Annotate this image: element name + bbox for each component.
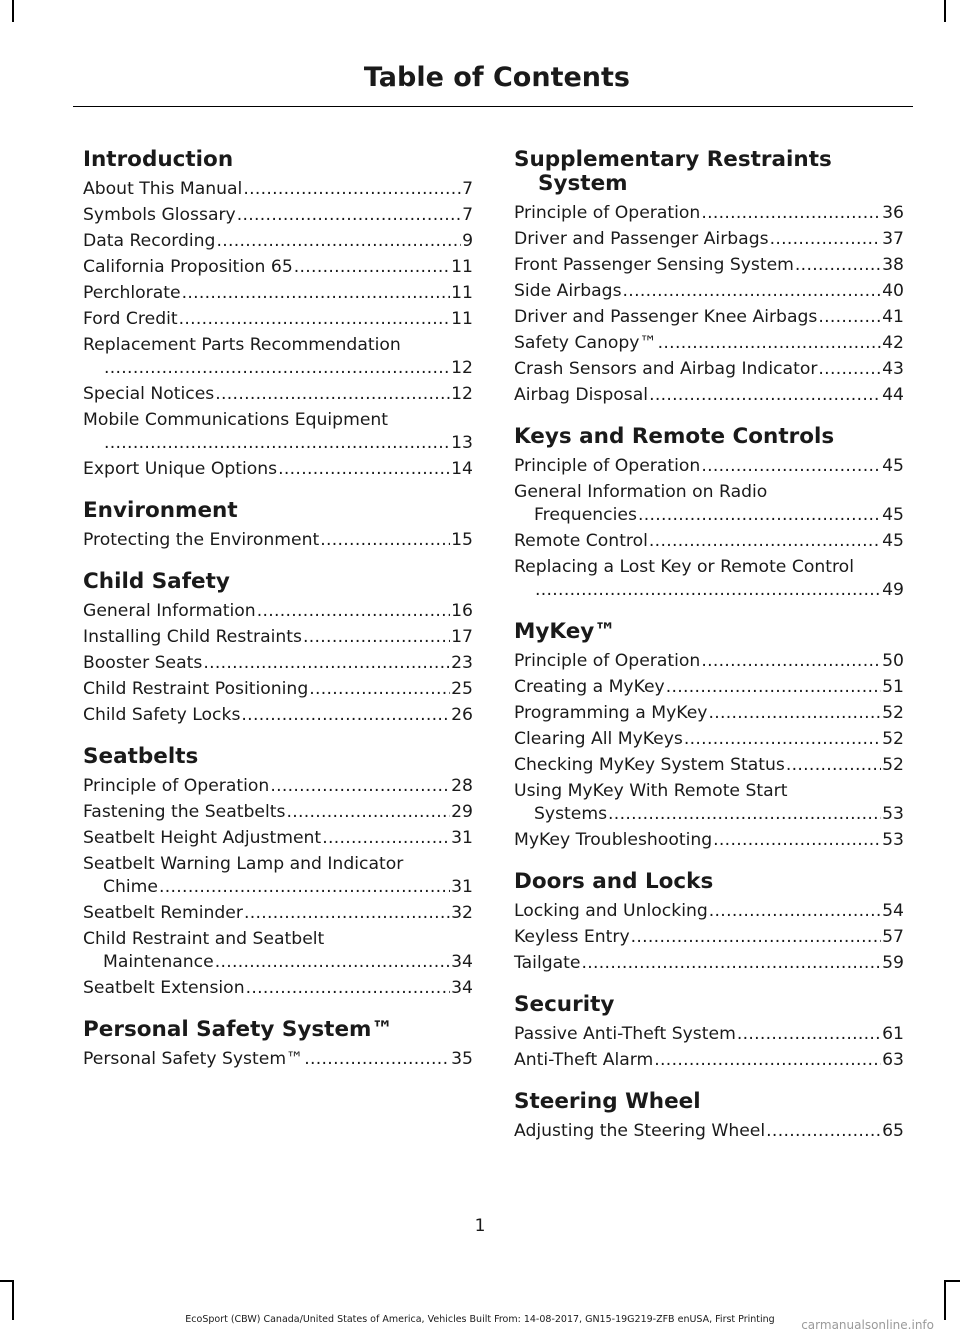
dot-leader [257, 600, 450, 623]
entry-label: Protecting the Environment [83, 530, 320, 550]
entry-page: 57 [882, 927, 904, 947]
dot-leader [535, 579, 881, 602]
dot-leader [237, 204, 461, 227]
dot-leader [786, 754, 881, 777]
dot-leader [244, 902, 450, 925]
entry-page: 54 [882, 901, 904, 921]
toc-entry[interactable] [514, 676, 904, 699]
dot-leader [303, 626, 450, 649]
entry-label-cont: Systems [534, 804, 608, 824]
entry-page: 7 [462, 205, 473, 225]
dot-leader [179, 308, 451, 331]
section-heading: Security [514, 992, 615, 1017]
section-heading: Steering Wheel [514, 1089, 701, 1114]
entry-page: 11 [451, 283, 473, 303]
toc-section [514, 148, 904, 407]
toc-entry[interactable] [83, 334, 473, 380]
entry-label: Principle of Operation [83, 776, 270, 796]
entry-page: 53 [882, 804, 904, 824]
toc-entry[interactable] [514, 952, 904, 975]
section-heading: Introduction [83, 147, 234, 172]
entry-label: Data Recording [83, 231, 216, 251]
entry-page: 49 [882, 580, 904, 600]
toc-entry[interactable] [514, 358, 904, 381]
entry-label: General Information [83, 601, 256, 621]
dot-leader [795, 254, 881, 277]
entry-page: 52 [882, 755, 904, 775]
dot-leader [770, 228, 882, 251]
toc-entry[interactable] [83, 853, 473, 899]
section-heading: MyKey™ [514, 619, 616, 644]
entry-label: Replacement Parts Recommendation [83, 335, 401, 355]
toc-entry[interactable] [83, 652, 473, 675]
entry-label: Symbols Glossary [83, 205, 236, 225]
page-number: 1 [474, 1216, 486, 1236]
dot-leader [737, 1023, 881, 1046]
dot-leader [278, 458, 450, 481]
entry-label: Installing Child Restraints [83, 627, 302, 647]
crop-mark-top-right [944, 0, 946, 22]
toc-entry[interactable] [514, 455, 904, 478]
entry-label: Crash Sensors and Airbag Indicator [514, 359, 818, 379]
entry-continuation [83, 357, 473, 380]
toc-entry[interactable] [83, 529, 473, 552]
entry-page: 36 [882, 203, 904, 223]
toc-entry[interactable] [83, 1048, 473, 1071]
dot-leader [270, 775, 450, 798]
entry-page: 34 [451, 952, 473, 972]
toc-entry[interactable] [83, 256, 473, 279]
toc-entry[interactable] [514, 254, 904, 277]
entry-label: Driver and Passenger Knee Airbags [514, 307, 818, 327]
entry-page: 53 [882, 830, 904, 850]
entry-label: Perchlorate [83, 283, 181, 303]
dot-leader [713, 829, 881, 852]
header-divider [73, 106, 913, 107]
dot-leader [766, 1120, 881, 1143]
dot-leader [216, 230, 461, 253]
entry-label: Replacing a Lost Key or Remote Control [514, 557, 854, 577]
toc-entry[interactable] [83, 977, 473, 1000]
entry-page: 9 [462, 231, 473, 251]
entry-label: Principle of Operation [514, 456, 701, 476]
toc-entry[interactable] [514, 728, 904, 751]
toc-entry[interactable] [83, 204, 473, 227]
dot-leader [322, 827, 450, 850]
entry-label: Front Passenger Sensing System [514, 255, 794, 275]
dot-leader [582, 952, 882, 975]
toc-entry[interactable] [514, 1023, 904, 1046]
entry-page: 15 [451, 530, 473, 550]
toc-section [83, 1018, 473, 1071]
entry-label: Seatbelt Reminder [83, 903, 243, 923]
dot-leader [818, 306, 881, 329]
entry-continuation [83, 876, 473, 899]
dot-leader [608, 803, 881, 826]
dot-leader [320, 529, 450, 552]
toc-entry[interactable] [514, 650, 904, 673]
section-heading: Personal Safety System™ [83, 1017, 393, 1042]
entry-label: Safety Canopy™ [514, 333, 657, 353]
dot-leader [658, 332, 881, 355]
toc-section [514, 993, 904, 1072]
entry-label: Personal Safety System™ [83, 1049, 304, 1069]
entry-label: Anti-Theft Alarm [514, 1050, 654, 1070]
toc-entry[interactable] [83, 600, 473, 623]
dot-leader [215, 383, 450, 406]
entry-continuation [83, 951, 473, 974]
toc-column-left [83, 148, 473, 1089]
entry-page: 25 [451, 679, 473, 699]
entry-label: Locking and Unlocking [514, 901, 708, 921]
crop-mark-bottom-left-h [0, 1280, 14, 1282]
toc-entry[interactable] [514, 530, 904, 553]
entry-page: 61 [882, 1024, 904, 1044]
dot-leader [818, 358, 881, 381]
toc-entry[interactable] [514, 702, 904, 725]
toc-entry[interactable] [83, 409, 473, 455]
toc-section [514, 620, 904, 852]
entry-page: 7 [462, 179, 473, 199]
entry-page: 17 [451, 627, 473, 647]
toc-entry[interactable] [514, 829, 904, 852]
section-heading: Keys and Remote Controls [514, 424, 835, 449]
toc-entry[interactable] [514, 1120, 904, 1143]
entry-page: 31 [451, 828, 473, 848]
section-heading: Supplementary Restraints System [514, 147, 832, 196]
toc-entry[interactable] [83, 775, 473, 798]
entry-page: 42 [882, 333, 904, 353]
dot-leader [215, 951, 450, 974]
entry-label: Seatbelt Height Adjustment [83, 828, 322, 848]
entry-page: 23 [451, 653, 473, 673]
toc-entry[interactable] [514, 900, 904, 923]
toc-entry[interactable] [83, 230, 473, 253]
toc-entry[interactable] [514, 754, 904, 777]
entry-label: Clearing All MyKeys [514, 729, 683, 749]
entry-page: 11 [451, 257, 473, 277]
toc-entry[interactable] [83, 626, 473, 649]
section-heading: Seatbelts [83, 744, 199, 769]
toc-entry[interactable] [514, 332, 904, 355]
entry-page: 50 [882, 651, 904, 671]
toc-section [514, 425, 904, 602]
entry-label: General Information on Radio [514, 482, 768, 502]
entry-label: Passive Anti-Theft System [514, 1024, 736, 1044]
toc-entry[interactable] [514, 926, 904, 949]
dot-leader [654, 1049, 881, 1072]
entry-label: California Proposition 65 [83, 257, 293, 277]
entry-continuation [514, 803, 904, 826]
entry-label-cont: Maintenance [103, 952, 214, 972]
toc-entry[interactable] [83, 801, 473, 824]
toc-entry[interactable] [83, 902, 473, 925]
toc-section [514, 870, 904, 975]
entry-label: Seatbelt Warning Lamp and Indicator [83, 854, 404, 874]
toc-entry[interactable] [83, 704, 473, 727]
entry-label: Ford Credit [83, 309, 178, 329]
dot-leader [638, 504, 881, 527]
entry-page: 32 [451, 903, 473, 923]
dot-leader [709, 900, 881, 923]
dot-leader [684, 728, 881, 751]
entry-page: 45 [882, 505, 904, 525]
entry-label: Booster Seats [83, 653, 203, 673]
toc-entry[interactable] [514, 780, 904, 826]
entry-page: 41 [882, 307, 904, 327]
dot-leader [159, 876, 450, 899]
toc-entry[interactable] [514, 384, 904, 407]
entry-label: Programming a MyKey [514, 703, 708, 723]
dot-leader [203, 652, 450, 675]
entry-label: Using MyKey With Remote Start [514, 781, 788, 801]
entry-page: 43 [882, 359, 904, 379]
section-heading: Environment [83, 498, 238, 523]
entry-label: Seatbelt Extension [83, 978, 245, 998]
entry-label: Driver and Passenger Airbags [514, 229, 769, 249]
entry-page: 37 [882, 229, 904, 249]
watermark: carmanualsonline.info [801, 1318, 934, 1332]
dot-leader [701, 650, 881, 673]
entry-page: 38 [882, 255, 904, 275]
toc-entry[interactable] [514, 280, 904, 303]
crop-mark-bottom-right-h [944, 1280, 960, 1282]
toc-entry[interactable] [514, 556, 904, 602]
dot-leader [182, 282, 451, 305]
toc-section [83, 499, 473, 552]
toc-entry[interactable] [83, 383, 473, 406]
dot-leader [708, 702, 881, 725]
entry-page: 45 [882, 456, 904, 476]
entry-label: MyKey Troubleshooting [514, 830, 713, 850]
entry-page: 52 [882, 729, 904, 749]
toc-section [83, 570, 473, 727]
entry-page: 40 [882, 281, 904, 301]
dot-leader [631, 926, 882, 949]
section-heading: Child Safety [83, 569, 230, 594]
entry-label: Creating a MyKey [514, 677, 665, 697]
entry-page: 13 [451, 433, 473, 453]
entry-page: 63 [882, 1050, 904, 1070]
dot-leader [243, 178, 461, 201]
entry-page: 29 [451, 802, 473, 822]
entry-label: Adjusting the Steering Wheel [514, 1121, 766, 1141]
entry-page: 31 [451, 877, 473, 897]
dot-leader [649, 530, 881, 553]
entry-label: Tailgate [514, 953, 581, 973]
toc-entry[interactable] [83, 678, 473, 701]
dot-leader [241, 704, 450, 727]
entry-label: Checking MyKey System Status [514, 755, 785, 775]
entry-continuation [83, 432, 473, 455]
entry-label: Export Unique Options [83, 459, 278, 479]
footer-text: EcoSport (CBW) Canada/United States of America, Vehicles Built From: 14-08-2017, GN15-19G219-ZFB enUSA, First Printing [185, 1314, 775, 1325]
entry-page: 51 [882, 677, 904, 697]
entry-label: Principle of Operation [514, 203, 701, 223]
entry-page: 34 [451, 978, 473, 998]
toc-section [83, 745, 473, 1000]
dot-leader [701, 455, 881, 478]
entry-page: 16 [451, 601, 473, 621]
toc-section [83, 148, 473, 481]
entry-label-cont: Frequencies [534, 505, 637, 525]
entry-page: 44 [882, 385, 904, 405]
entry-page: 11 [451, 309, 473, 329]
dot-leader [649, 384, 881, 407]
entry-label-cont: Chime [103, 877, 158, 897]
entry-label: Keyless Entry [514, 927, 630, 947]
toc-section [514, 1090, 904, 1143]
entry-label: Mobile Communications Equipment [83, 410, 389, 430]
entry-page: 35 [451, 1049, 473, 1069]
entry-continuation [514, 504, 904, 527]
toc-entry[interactable] [83, 827, 473, 850]
toc-entry[interactable] [514, 202, 904, 225]
toc-entry[interactable] [514, 228, 904, 251]
toc-entry[interactable] [83, 282, 473, 305]
entry-label: Airbag Disposal [514, 385, 649, 405]
toc-entry[interactable] [514, 306, 904, 329]
dot-leader [666, 676, 881, 699]
dot-leader [286, 801, 450, 824]
entry-label: Remote Control [514, 531, 648, 551]
toc-column-right [514, 148, 904, 1161]
dot-leader [304, 1048, 450, 1071]
dot-leader [246, 977, 451, 1000]
entry-page: 52 [882, 703, 904, 723]
page-title: Table of Contents [363, 62, 630, 93]
toc-entry[interactable] [83, 178, 473, 201]
entry-label: Fastening the Seatbelts [83, 802, 286, 822]
entry-page: 45 [882, 531, 904, 551]
entry-label: Child Safety Locks [83, 705, 241, 725]
dot-leader [623, 280, 882, 303]
entry-label: Side Airbags [514, 281, 622, 301]
entry-label: About This Manual [83, 179, 243, 199]
crop-mark-top-left [12, 0, 14, 22]
entry-label: Special Notices [83, 384, 215, 404]
toc-entry[interactable] [514, 1049, 904, 1072]
toc-entry[interactable] [83, 458, 473, 481]
toc-entry[interactable] [83, 928, 473, 974]
section-heading: Doors and Locks [514, 869, 714, 894]
entry-page: 12 [451, 358, 473, 378]
entry-page: 59 [882, 953, 904, 973]
entry-page: 12 [451, 384, 473, 404]
entry-page: 28 [451, 776, 473, 796]
dot-leader [104, 432, 450, 455]
entry-page: 26 [451, 705, 473, 725]
dot-leader [294, 256, 450, 279]
entry-continuation [514, 579, 904, 602]
entry-label: Principle of Operation [514, 651, 701, 671]
dot-leader [309, 678, 450, 701]
toc-entry[interactable] [83, 308, 473, 331]
entry-page: 65 [882, 1121, 904, 1141]
dot-leader [104, 357, 450, 380]
entry-label: Child Restraint and Seatbelt [83, 929, 325, 949]
dot-leader [701, 202, 881, 225]
toc-entry[interactable] [514, 481, 904, 527]
entry-page: 14 [451, 459, 473, 479]
entry-label: Child Restraint Positioning [83, 679, 309, 699]
